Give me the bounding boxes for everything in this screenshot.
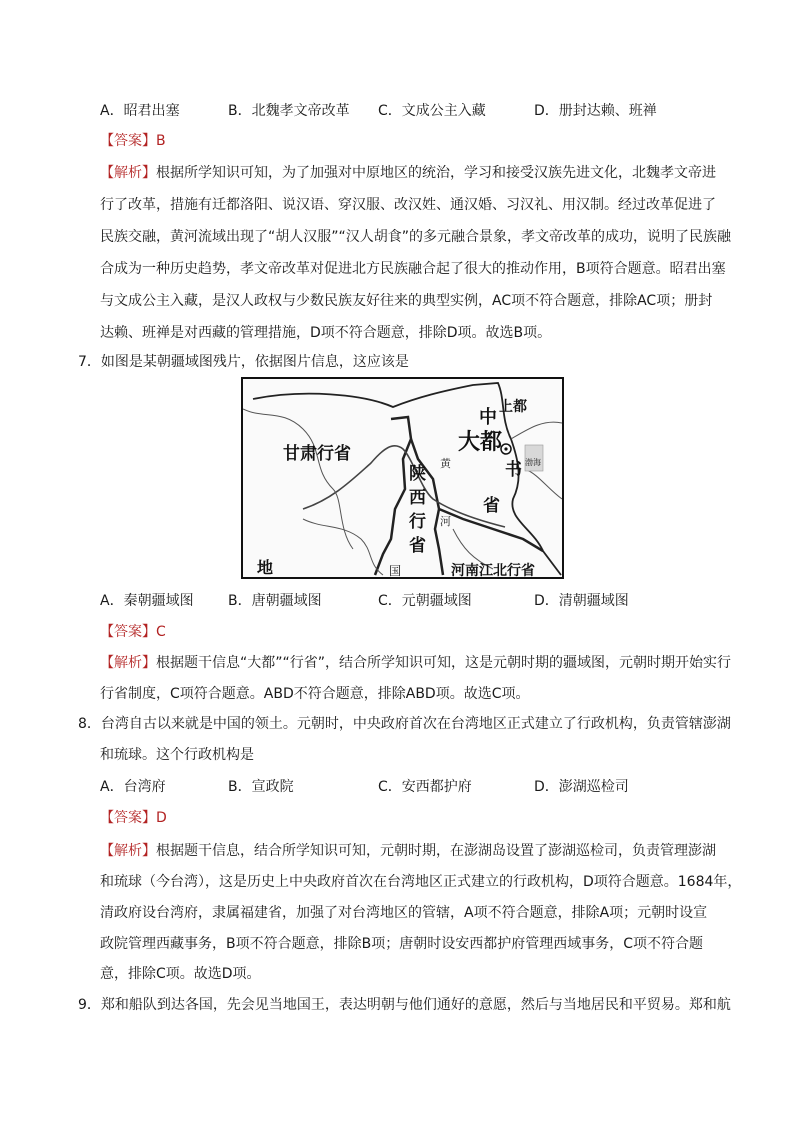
q9-stem [78,994,731,1016]
question-text: 郑和船队到达各国，先会见当地国王，表达明朝与他们通好的意愿，然后与当地居民和平贸易。郑和航 [100,997,731,1013]
analysis-tag: 【解析】 [100,843,156,859]
map-label-zhongshu [479,406,522,516]
map-label-huang: 黄 [440,457,451,470]
map-label-char: 行 [409,512,426,532]
question-text: 台湾自古以来就是中国的领土。元朝时，中央政府首次在台湾地区正式建立了行政机构，负责管辖澎湖 [100,716,731,732]
q8-stem [78,713,731,735]
answer-tag: 【答案】 [100,624,156,640]
river [303,519,383,575]
q6-option-b[interactable]: B．北魏孝文帝改革 [228,103,350,119]
map-label-char: 中 [479,407,497,428]
answer-value: C [156,624,166,640]
q6-option-d[interactable]: D．册封达赖、班禅 [534,103,657,119]
map-label-char: 陕 [409,464,426,484]
map-label-gansu: 甘肃行省 [283,444,351,464]
map-label-dadu: 大都 [458,430,503,455]
analysis-line: 行了改革，措施有迁都洛阳、说汉语、穿汉服、改汉姓、通汉婚、习汉礼、用汉制。经过改革促进了 [100,197,716,213]
answer-tag: 【答案】 [100,133,156,149]
province-boundary [375,417,411,575]
q8-option-b[interactable]: B．宣政院 [228,779,294,795]
analysis-line: 根据题干信息“大都”“行省”，结合所学知识可知，这是元朝时期的疆域图，元朝时期开始实行 [156,655,732,671]
analysis-line: 政院管理西藏事务，B项不符合题意，排除B项；唐朝时设安西都护府管理西域事务，C项不符合题 [100,936,703,952]
q7-option-a[interactable]: A．秦朝疆域图 [100,593,194,609]
dadu-marker-dot [504,447,507,450]
map-label-bohai: 渤海 [525,458,541,467]
analysis-line: 清政府设台湾府，隶属福建省，加强了对台湾地区的管辖，A项不符合题意，排除A项；元朝时设宣 [100,905,708,921]
analysis-line: 和琉球（今台湾），这是历史上中央政府首次在台湾地区正式建立的行政机构，D项符合题意。1684年， [100,874,742,890]
question-number: 9． [78,997,101,1013]
analysis-line: 民族交融，黄河流域出现了“胡人汉服”“汉人胡食”的多元融合景象，孝文帝改革的成功，说明了民族融 [100,229,732,245]
analysis-tag: 【解析】 [100,165,156,181]
question-number: 8． [78,716,101,732]
map-label-he: 河 [440,515,451,528]
analysis-line: 意，排除C项。故选D项。 [100,966,261,982]
analysis-tag: 【解析】 [100,655,156,671]
map-label-henan: 河南江北行省 [451,563,535,577]
q7-options [100,590,700,612]
q8-option-d[interactable]: D．澎湖巡检司 [534,779,629,795]
answer-value: B [156,133,166,149]
q6-options [100,100,700,122]
map-label-di: 地 [257,558,274,577]
analysis-line: 根据所学知识可知，为了加强对中原地区的统治，学习和接受汉族先进文化，北魏孝文帝进 [156,165,716,181]
map-label-char: 省 [483,496,500,516]
q8-option-a[interactable]: A．台湾府 [100,779,166,795]
map-label-guo: 国 [389,564,402,577]
map-label-shaanxi [409,463,426,556]
q7-stem [78,351,409,373]
q7-option-c[interactable]: C．元朝疆域图 [378,593,472,609]
analysis-line: 达赖、班禅是对西藏的管理措施，D项不符合题意，排除D项。故选B项。 [100,325,552,341]
map-label-char: 西 [409,488,426,508]
q8-answer [100,807,167,829]
analysis-line: 根据题干信息，结合所学知识可知，元朝时期，在澎湖岛设置了澎湖巡检司，负责管理澎湖 [156,843,716,859]
q6-option-a[interactable]: A．昭君出塞 [100,103,180,119]
q7-option-b[interactable]: B．唐朝疆域图 [228,593,322,609]
map-label-char: 书 [505,460,522,480]
map-label-char: 省 [409,536,426,556]
question-number: 7． [78,354,101,370]
answer-value: D [156,810,167,826]
analysis-line: 与文成公主入藏，是汉人政权与少数民族友好往来的典型实例，AC项不符合题意，排除AC项；册封 [100,293,713,309]
analysis-line: 行省制度，C项符合题意。ABD不符合题意，排除ABD项。故选C项。 [100,686,530,702]
answer-tag: 【答案】 [100,810,156,826]
question-text: 如图是某朝疆域图残片，依据图片信息，这应该是 [100,354,409,370]
yuan-territory-map [241,377,564,579]
q7-answer [100,621,166,643]
q6-answer [100,130,166,152]
analysis-line: 合成为一种历史趋势，孝文帝改革对促进北方民族融合起了很大的推动作用，B项符合题意。昭君出塞 [100,261,726,277]
question-text: 和琉球。这个行政机构是 [100,747,254,763]
q6-option-c[interactable]: C．文成公主入藏 [378,103,486,119]
q7-option-d[interactable]: D．清朝疆域图 [534,593,629,609]
q8-options [100,776,700,798]
map-label-shangdu: 上都 [499,399,527,415]
q8-option-c[interactable]: C．安西都护府 [378,779,472,795]
